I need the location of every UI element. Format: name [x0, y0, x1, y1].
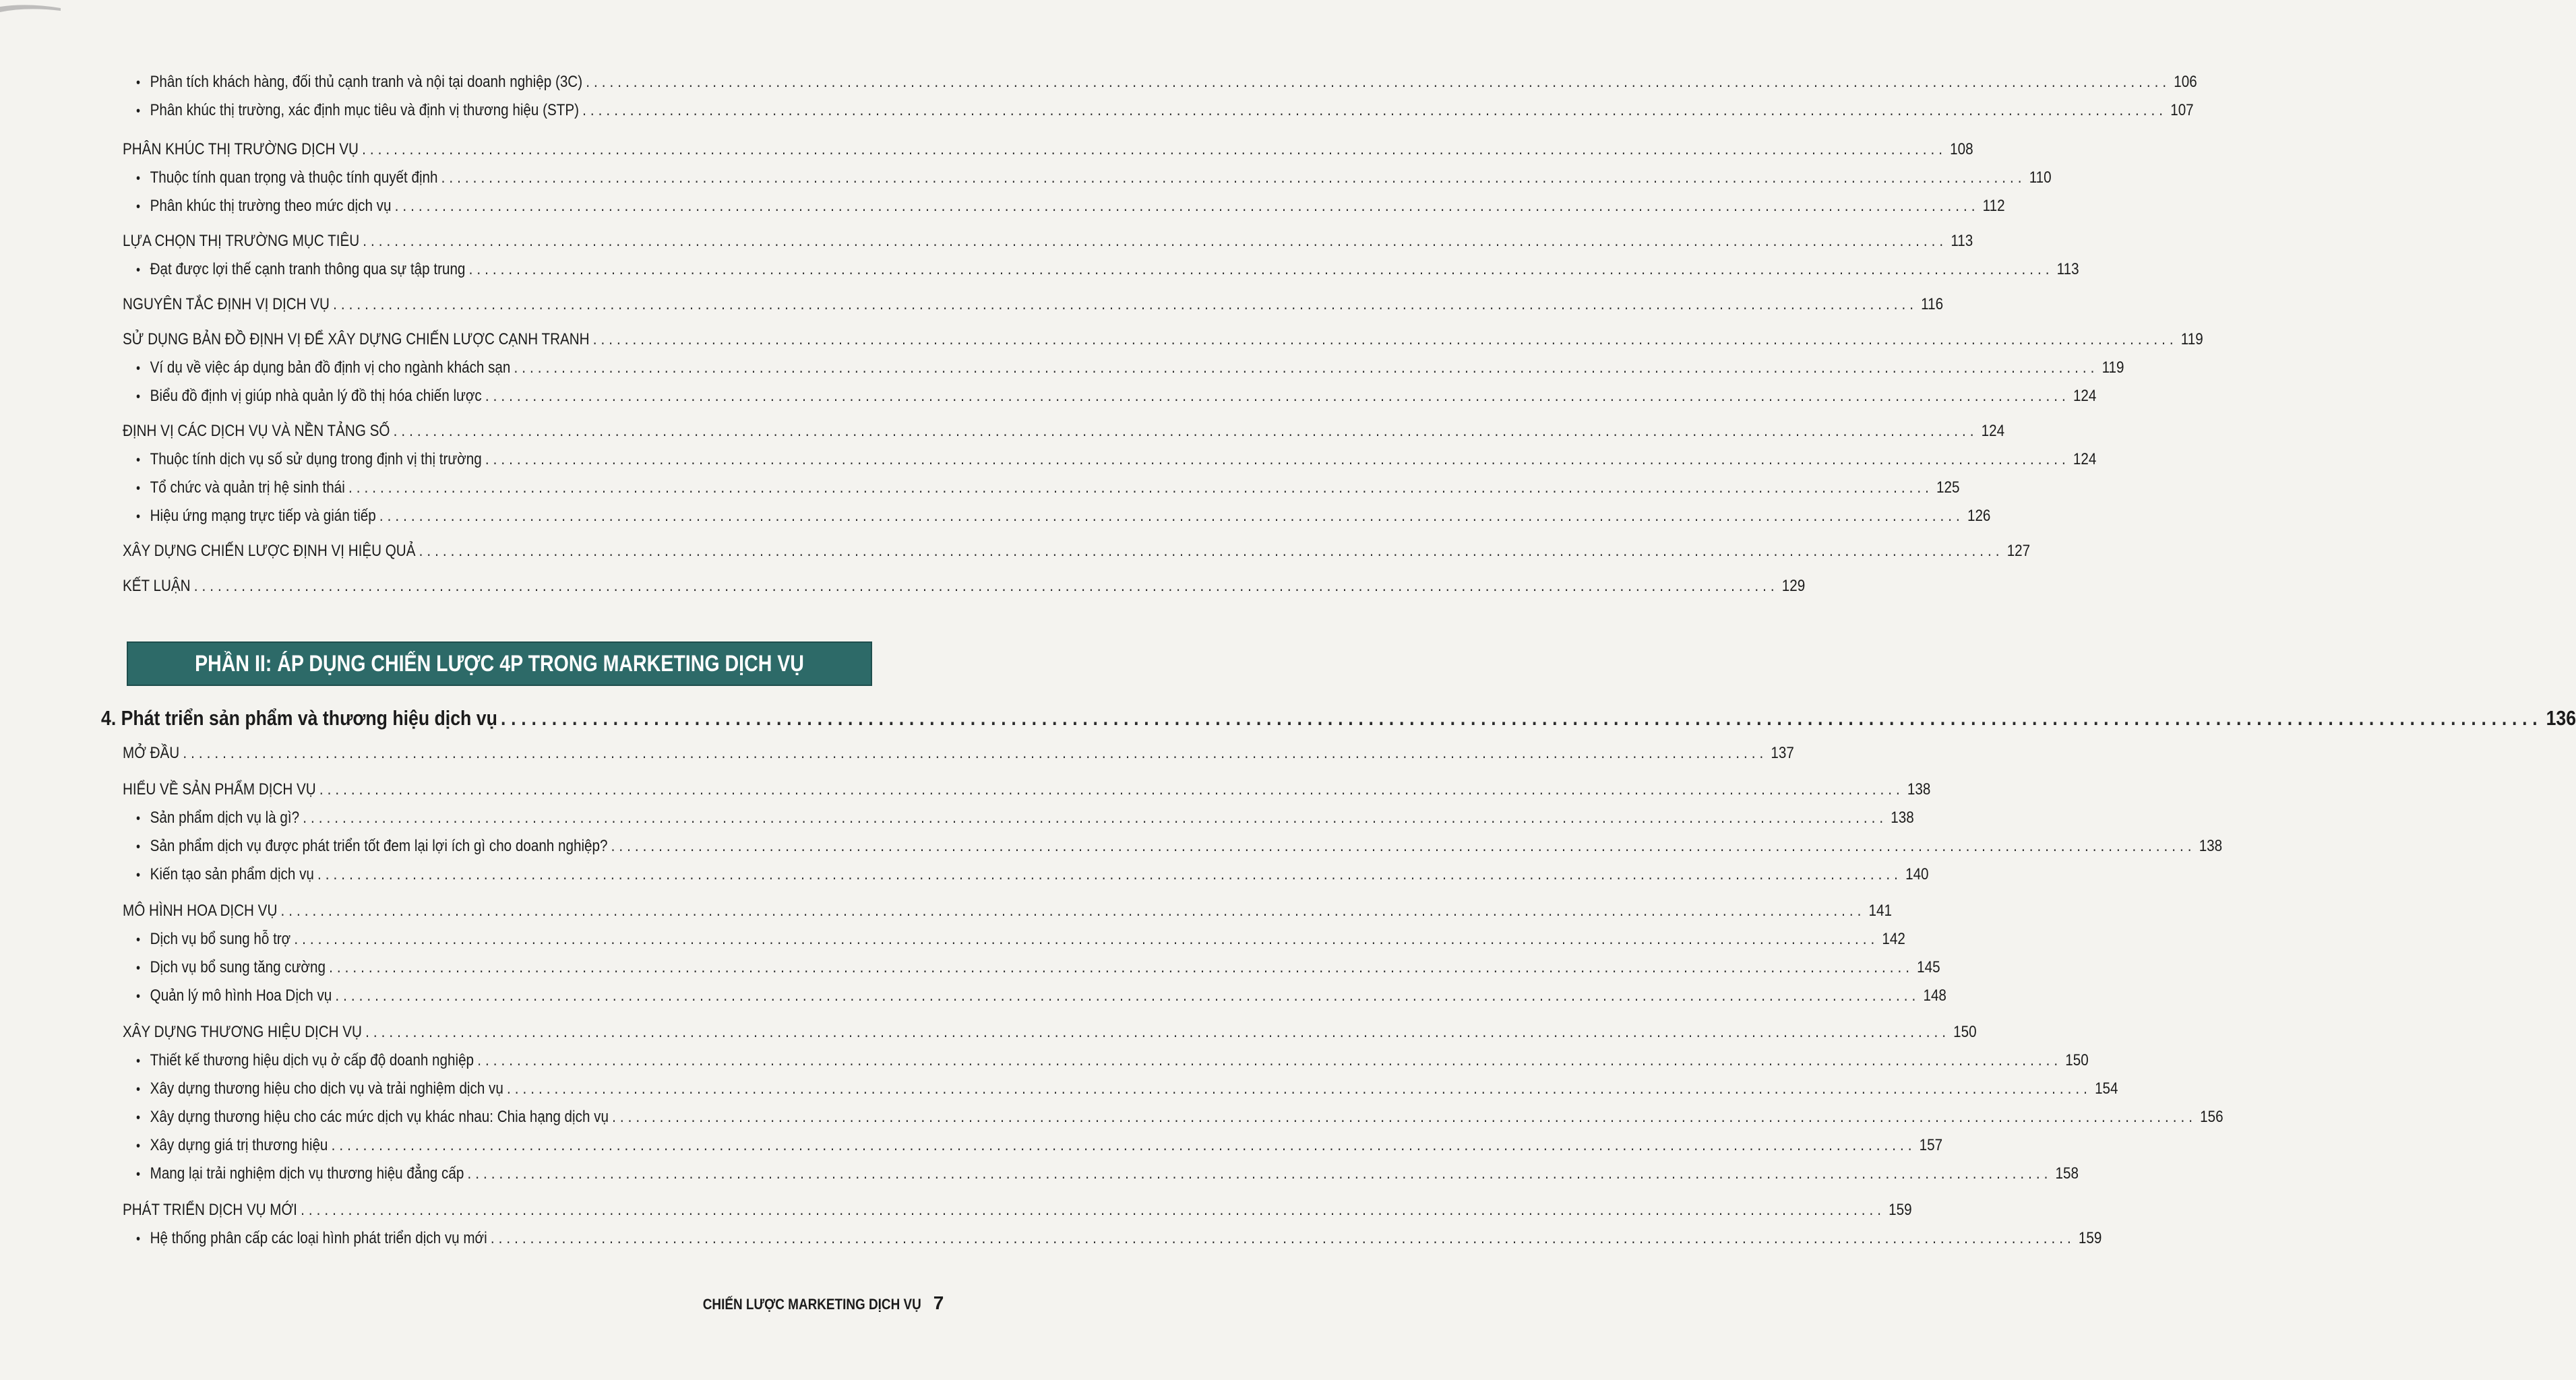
toc-entry-page: 159: [2078, 1229, 2102, 1247]
dot-leader: ........................................................................................................................................................................................................: [467, 1164, 2052, 1183]
toc-entry-title: KẾT LUẬN: [123, 577, 191, 595]
toc-entry-title: XÂY DỰNG CHIẾN LƯỢC ĐỊNH VỊ HIỆU QUẢ: [123, 542, 416, 560]
dot-leader: ........................................................................................................................................................................................................: [335, 986, 1920, 1005]
toc-entry: [123, 902, 1893, 920]
toc-entry: [136, 1229, 2102, 1248]
dot-leader: ........................................................................................................................................................................................................: [183, 744, 1768, 762]
toc-entry-page: 148: [1923, 986, 1946, 1005]
toc-entry-page: 113: [2056, 260, 2079, 278]
toc-entry-title: Phân khúc thị trường, xác định mục tiêu và định vị thương hiệu (STP): [150, 101, 580, 119]
page-footer: [667, 1292, 944, 1314]
toc-entry-page: 106: [2174, 73, 2197, 91]
bullet-icon: •: [136, 453, 141, 468]
toc-entry: [123, 295, 1944, 314]
toc-entry-page: 124: [2073, 450, 2097, 468]
scan-corner-shadow: [0, 0, 61, 20]
dot-leader: ........................................................................................................................................................................................................: [507, 1079, 2091, 1098]
toc-entry: [123, 577, 1806, 596]
dot-leader: ........................................................................................................................................................................................................: [582, 101, 2168, 119]
bullet-icon: •: [136, 389, 141, 404]
toc-entry-title: Mang lại trải nghiệm dịch vụ thương hiệu đẳng cấp: [150, 1164, 464, 1183]
dot-leader: ........................................................................................................................................................................................................: [329, 958, 1913, 976]
toc-entry-title: Xây dựng giá trị thương hiệu: [150, 1136, 328, 1154]
toc-entry: [136, 958, 1940, 977]
toc-entry-title: PHÁT TRIỂN DỊCH VỤ MỚI: [123, 1201, 297, 1219]
toc-entry-title: Sản phẩm dịch vụ là gì?: [150, 809, 300, 827]
toc-entry: [123, 1201, 1912, 1220]
toc-entry: [123, 232, 1973, 251]
dot-leader: ........................................................................................................................................................................................................: [365, 1023, 1951, 1041]
toc-entry-page: 124: [1981, 422, 2005, 440]
dot-leader: ........................................................................................................................................................................................................: [333, 295, 1918, 313]
part-banner: [127, 641, 872, 686]
toc-entry-title: Biểu đồ định vị giúp nhà quản lý đồ thị hóa chiến lược: [150, 387, 482, 405]
dot-leader: ........................................................................................................................................................................................................: [317, 865, 1902, 883]
bullet-icon: •: [136, 509, 141, 524]
toc-entry-page: 158: [2055, 1164, 2079, 1183]
dot-leader: ........................................................................................................................................................................................................: [280, 902, 1866, 920]
bullet-icon: •: [136, 1167, 141, 1182]
dot-leader: ........................................................................................................................................................................................................: [294, 930, 1879, 948]
page-number: 7: [933, 1292, 944, 1313]
toc-entry: [136, 260, 2079, 279]
toc-entry-page: 150: [2065, 1051, 2089, 1069]
bullet-icon: •: [136, 361, 141, 376]
dot-leader: ........................................................................................................................................................................................................: [393, 422, 1978, 440]
toc-entry-title: LỰA CHỌN THỊ TRƯỜNG MỤC TIÊU: [123, 232, 360, 250]
toc-entry-title: NGUYÊN TẮC ĐỊNH VỊ DỊCH VỤ: [123, 295, 330, 313]
toc-entry-title: MỞ ĐẦU: [123, 744, 180, 762]
toc-entry-title: Hệ thống phân cấp các loại hình phát triển dịch vụ mới: [150, 1229, 487, 1247]
toc-entry-title: HIỂU VỀ SẢN PHẨM DỊCH VỤ: [123, 780, 316, 798]
dot-leader: ........................................................................................................................................................................................................: [331, 1136, 1916, 1154]
dot-leader: ........................................................................................................................................................................................................: [485, 387, 2070, 405]
toc-entry: [136, 865, 1929, 884]
toc-entry: [123, 1023, 1977, 1042]
dot-leader: ........................................................................................................................................................................................................: [441, 168, 2026, 187]
bullet-icon: •: [136, 75, 141, 90]
dot-leader: ........................................................................................................................................................................................................: [301, 1201, 1885, 1219]
dot-leader: ........................................................................................................................................................................................................: [592, 330, 2178, 348]
toc-entry: [123, 330, 2203, 349]
toc-entry-page: 140: [1905, 865, 1929, 883]
toc-entry-title: Sản phẩm dịch vụ được phát triển tốt đem lại lợi ích gì cho doanh nghiệp?: [150, 837, 608, 855]
toc-entry: [136, 1079, 2118, 1098]
toc-entry-page: 119: [2102, 358, 2124, 377]
toc-entry: [136, 1108, 2224, 1127]
toc-entry-page: 125: [1936, 478, 1960, 497]
dot-leader: ........................................................................................................................................................................................................: [303, 809, 1888, 827]
toc-entry-title: Phân khúc thị trường theo mức dịch vụ: [150, 197, 392, 215]
toc-entry-page: 124: [2073, 387, 2097, 405]
toc-entry-title: Xây dựng thương hiệu cho dịch vụ và trải nghiệm dịch vụ: [150, 1079, 503, 1098]
toc-entry-title: MÔ HÌNH HOA DỊCH VỤ: [123, 902, 278, 920]
toc-entry-page: 156: [2200, 1108, 2224, 1126]
toc-entry-page: 110: [2029, 168, 2052, 187]
toc-entry-title: ĐỊNH VỊ CÁC DỊCH VỤ VÀ NỀN TẢNG SỐ: [123, 422, 390, 440]
bullet-icon: •: [136, 1139, 141, 1154]
toc-entry-title: Thuộc tính dịch vụ số sử dụng trong định vị thị trường: [150, 450, 482, 468]
dot-leader: ........................................................................................................................................................................................................: [193, 577, 1779, 595]
toc-entry-title: Phân tích khách hàng, đối thủ cạnh tranh và nội tại doanh nghiệp (3C): [150, 73, 583, 91]
toc-entry-page: 137: [1771, 744, 1794, 762]
toc-entry-page: 142: [1882, 930, 1905, 948]
toc-entry-title: Quản lý mô hình Hoa Dịch vụ: [150, 986, 332, 1005]
bullet-icon: •: [136, 171, 141, 186]
toc-entry: [136, 1136, 1943, 1155]
toc-entry: [136, 930, 1905, 949]
toc-entry-title: Ví dụ về việc áp dụng bản đồ định vị cho ngành khách sạn: [150, 358, 511, 377]
toc-entry: [136, 986, 1946, 1005]
part-banner-title: PHẦN II: ÁP DỤNG CHIẾN LƯỢC 4P TRONG MARKETING DỊCH VỤ: [195, 650, 804, 677]
toc-entry-title: Thiết kế thương hiệu dịch vụ ở cấp độ doanh nghiệp: [150, 1051, 474, 1069]
dot-leader: ........................................................................................................................................................................................................: [586, 73, 2171, 91]
toc-entry: [136, 101, 2194, 120]
toc-entry-title: Hiệu ứng mạng trực tiếp và gián tiếp: [150, 507, 376, 525]
toc-entry-title: PHÂN KHÚC THỊ TRƯỜNG DỊCH VỤ: [123, 140, 359, 158]
dot-leader: ........................................................................................................................................................................................................: [611, 837, 2196, 855]
toc-entry-page: 159: [1889, 1201, 1912, 1219]
bullet-icon: •: [136, 989, 141, 1004]
bullet-icon: •: [136, 481, 141, 496]
toc-entry: [136, 358, 2124, 377]
dot-leader: ........................................................................................................................................................................................................: [362, 140, 1946, 158]
toc-entry-page: 154: [2095, 1079, 2118, 1098]
dot-leader: ........................................................................................................................................................................................................: [419, 542, 2004, 560]
toc-entry-title: Kiến tạo sản phẩm dịch vụ: [150, 865, 314, 883]
bullet-icon: •: [136, 811, 141, 826]
toc-entry-page: 141: [1868, 902, 1893, 920]
bullet-icon: •: [136, 199, 141, 214]
dot-leader: ........................................................................................................................................................................................................: [490, 1229, 2075, 1247]
toc-entry: [136, 197, 2005, 216]
toc-entry-title: XÂY DỰNG THƯƠNG HIỆU DỊCH VỤ: [123, 1023, 362, 1041]
toc-entry-page: 112: [1982, 197, 2005, 215]
toc-entry: [101, 706, 2576, 730]
toc-entry-title: Đạt được lợi thế cạnh tranh thông qua sự tập trung: [150, 260, 466, 278]
toc-entry-page: 108: [1950, 140, 1973, 158]
bullet-icon: •: [136, 868, 141, 883]
toc-entry-title: Dịch vụ bổ sung hỗ trợ: [150, 930, 291, 948]
bullet-icon: •: [136, 1082, 141, 1097]
toc-entry: [136, 1164, 2079, 1183]
dot-leader: ........................................................................................................................................................................................................: [477, 1051, 2062, 1069]
toc-entry: [123, 422, 2005, 441]
dot-leader: ........................................................................................................................................................................................................: [501, 706, 2543, 730]
toc-entry-page: 113: [1951, 232, 1973, 250]
dot-leader: ........................................................................................................................................................................................................: [363, 232, 1948, 250]
bullet-icon: •: [136, 1054, 141, 1069]
dot-leader: ........................................................................................................................................................................................................: [348, 478, 1933, 497]
toc-entry-title: 4. Phát triển sản phẩm và thương hiệu dịch vụ: [101, 706, 497, 730]
toc-entry: [123, 542, 2031, 561]
dot-leader: ........................................................................................................................................................................................................: [468, 260, 2054, 278]
toc-entry-title: Tổ chức và quản trị hệ sinh thái: [150, 478, 345, 497]
dot-leader: ........................................................................................................................................................................................................: [379, 507, 1964, 525]
bullet-icon: •: [136, 961, 141, 976]
toc-entry: [136, 837, 2223, 856]
bullet-icon: •: [136, 840, 141, 854]
toc-entry: [136, 450, 2097, 469]
toc-entry-title: Thuộc tính quan trọng và thuộc tính quyết định: [150, 168, 438, 187]
toc-entry-page: 145: [1917, 958, 1940, 976]
toc-entry-page: 138: [2199, 837, 2223, 855]
running-footer-title: CHIẾN LƯỢC MARKETING DỊCH VỤ: [702, 1296, 921, 1313]
toc-entry: [136, 168, 2052, 187]
bullet-icon: •: [136, 1232, 141, 1247]
toc-entry: [123, 140, 1973, 159]
toc-entry-title: SỬ DỤNG BẢN ĐỒ ĐỊNH VỊ ĐỂ XÂY DỰNG CHIẾN LƯỢC CẠNH TRANH: [123, 330, 590, 348]
toc-entry: [136, 73, 2197, 92]
toc-entry-page: 107: [2170, 101, 2194, 119]
toc-entry-page: 119: [2180, 330, 2203, 348]
toc-entry-page: 138: [1891, 809, 1914, 827]
dot-leader: ........................................................................................................................................................................................................: [612, 1108, 2197, 1126]
toc-entry: [123, 780, 1931, 799]
dot-leader: ........................................................................................................................................................................................................: [319, 780, 1904, 798]
toc-entry-title: Xây dựng thương hiệu cho các mức dịch vụ khác nhau: Chia hạng dịch vụ: [150, 1108, 609, 1126]
toc-entry-page: 138: [1907, 780, 1931, 798]
toc-entry-page: 116: [1921, 295, 1944, 313]
bullet-icon: •: [136, 263, 141, 278]
bullet-icon: •: [136, 104, 141, 119]
toc-entry-page: 127: [2006, 542, 2031, 560]
toc-entry-page: 136: [2546, 706, 2576, 730]
toc-entry: [136, 387, 2097, 406]
toc-entry-page: 157: [1919, 1136, 1943, 1154]
toc-entry: [136, 478, 1960, 497]
toc-entry-page: 129: [1781, 577, 1806, 595]
toc-entry-page: 126: [1967, 507, 1991, 525]
bullet-icon: •: [136, 1110, 141, 1125]
toc-entry: [136, 809, 1914, 827]
dot-leader: ........................................................................................................................................................................................................: [394, 197, 1980, 215]
toc-entry-page: 150: [1953, 1023, 1977, 1041]
toc-entry: [123, 744, 1794, 763]
toc-entry: [136, 507, 1991, 526]
bullet-icon: •: [136, 933, 141, 947]
toc-entry-title: Dịch vụ bổ sung tăng cường: [150, 958, 326, 976]
dot-leader: ........................................................................................................................................................................................................: [514, 358, 2099, 377]
toc-entry: [136, 1051, 2089, 1070]
dot-leader: ........................................................................................................................................................................................................: [485, 450, 2070, 468]
